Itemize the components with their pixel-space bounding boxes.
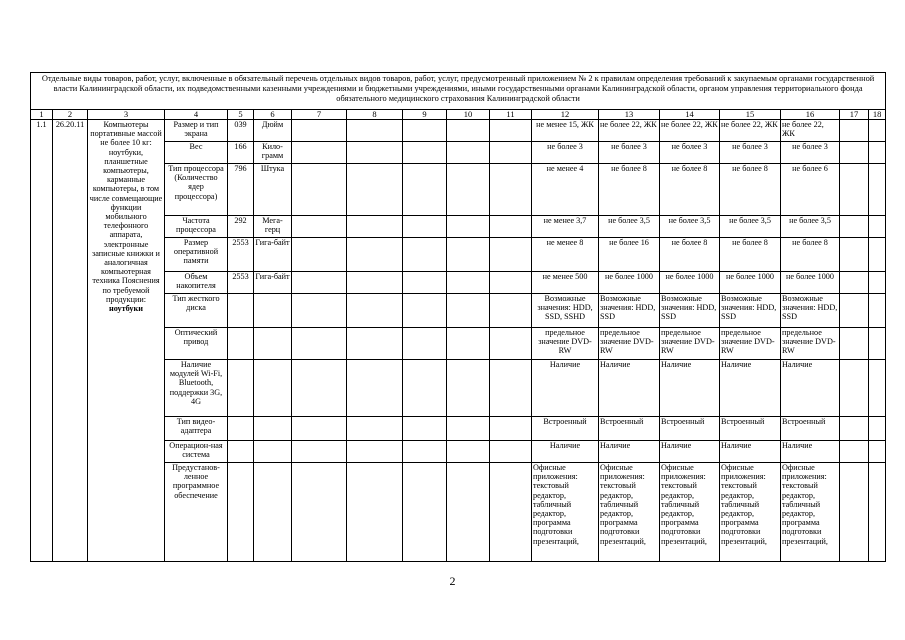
empty-cell [347,142,403,164]
empty-cell [347,328,403,360]
empty-cell [840,417,869,441]
empty-cell [347,463,403,562]
value-col-12: Офисные приложения: текстовый редактор, табличный редактор, программа подготовки презентаций, [532,463,599,562]
empty-cell [840,294,869,328]
empty-cell [347,417,403,441]
value-col-16: не более 6 [781,164,840,216]
value-col-14: не более 22, ЖК [660,120,720,142]
column-number: 17 [840,110,869,120]
value-col-13: Возможные значения: HDD, SSD [599,294,660,328]
value-col-13: предельное значение DVD-RW [599,328,660,360]
value-col-15: Наличие [720,441,781,463]
column-number: 1 [31,110,53,120]
empty-cell [447,360,490,417]
empty-cell [840,120,869,142]
value-col-16: не более 3,5 [781,216,840,238]
empty-cell [292,441,347,463]
value-col-12: предельное значение DVD-RW [532,328,599,360]
empty-cell [292,142,347,164]
empty-cell [840,216,869,238]
value-col-13: Встроенный [599,417,660,441]
value-col-15: Возможные значения: HDD, SSD [720,294,781,328]
empty-cell [292,328,347,360]
characteristic-name: Размер и тип экрана [165,120,228,142]
empty-cell [447,294,490,328]
empty-cell [347,120,403,142]
unit-name [254,294,292,328]
empty-cell [403,463,447,562]
empty-cell [347,164,403,216]
value-col-16: не более 1000 [781,272,840,294]
characteristic-name: Тип видео-адаптера [165,417,228,441]
empty-cell [490,120,532,142]
empty-cell [292,463,347,562]
item-code: 26.20.11 [53,120,88,562]
empty-cell [447,441,490,463]
requirements-table [30,72,886,562]
characteristic-name: Операцион-ная система [165,441,228,463]
empty-cell [840,142,869,164]
empty-cell [403,417,447,441]
characteristic-name: Частота процессора [165,216,228,238]
empty-cell [869,216,886,238]
empty-cell [292,360,347,417]
empty-cell [869,142,886,164]
empty-cell [869,238,886,272]
value-col-15: не более 8 [720,238,781,272]
table-heading: Отдельные виды товаров, работ, услуг, включенные в обязательный перечень отдельных видов товаров, работ, услуг, предусмотренный приложением № 2 к правилам определения требований к закупаемым органами государственной власти Калининградской области, их подведомственными казенными учреждениями и бюджетными учреждениями, иными государственными органами Калининградской области, органом управления территориального фонда обязательного медицинского страхования Калининградской области [31,73,886,110]
value-col-15: не более 1000 [720,272,781,294]
value-col-12: Наличие [532,441,599,463]
empty-cell [292,164,347,216]
empty-cell [490,216,532,238]
okei-code [228,441,254,463]
empty-cell [292,216,347,238]
column-number: 7 [292,110,347,120]
empty-cell [447,328,490,360]
value-col-14: Офисные приложения: текстовый редактор, табличный редактор, программа подготовки презентаций, [660,463,720,562]
unit-name [254,328,292,360]
item-description-text: Компьютеры портативные массой не более 10 кг: ноутбуки, планшетные компьютеры, карманные компьютеры, в том числе совмещающие функции мобильного телефонного аппарата, электронные записные книжки и аналогичная компьютерная техника Пояснения по требуемой продукции: [89,120,163,304]
empty-cell [840,328,869,360]
empty-cell [840,238,869,272]
empty-cell [292,272,347,294]
empty-cell [490,360,532,417]
value-col-14: не более 3 [660,142,720,164]
value-col-14: Наличие [660,441,720,463]
empty-cell [840,164,869,216]
value-col-16: не более 8 [781,238,840,272]
okei-code: 292 [228,216,254,238]
empty-cell [490,463,532,562]
value-col-15: предельное значение DVD-RW [720,328,781,360]
column-number: 12 [532,110,599,120]
empty-cell [403,360,447,417]
okei-code [228,360,254,417]
characteristic-name: Вес [165,142,228,164]
okei-code: 2553 [228,272,254,294]
value-col-15: не более 3,5 [720,216,781,238]
unit-name: Дюйм [254,120,292,142]
empty-cell [840,272,869,294]
empty-cell [869,294,886,328]
empty-cell [490,272,532,294]
value-col-16: предельное значение DVD-RW [781,328,840,360]
value-col-14: не более 3,5 [660,216,720,238]
unit-name [254,360,292,417]
value-col-16: Наличие [781,360,840,417]
empty-cell [869,328,886,360]
empty-cell [869,463,886,562]
value-col-16: Встроенный [781,417,840,441]
value-col-16: Возможные значения: HDD, SSD [781,294,840,328]
value-col-12: Встроенный [532,417,599,441]
column-number: 3 [88,110,165,120]
value-col-12: не менее 8 [532,238,599,272]
empty-cell [347,294,403,328]
column-number: 6 [254,110,292,120]
empty-cell [490,142,532,164]
value-col-14: не более 1000 [660,272,720,294]
column-number-row [31,110,886,120]
okei-code: 039 [228,120,254,142]
empty-cell [840,463,869,562]
value-col-13: Наличие [599,441,660,463]
unit-name [254,441,292,463]
empty-cell [490,238,532,272]
empty-cell [869,441,886,463]
value-col-12: не менее 3,7 [532,216,599,238]
value-col-16: Наличие [781,441,840,463]
okei-code [228,294,254,328]
empty-cell [869,272,886,294]
value-col-16: не более 3 [781,142,840,164]
value-col-14: не более 8 [660,164,720,216]
value-col-14: Встроенный [660,417,720,441]
value-col-13: не более 16 [599,238,660,272]
unit-name: Штука [254,164,292,216]
requirements-table-sheet [30,72,885,562]
empty-cell [403,142,447,164]
value-col-14: Наличие [660,360,720,417]
value-col-13: не более 3,5 [599,216,660,238]
characteristic-name: Предустанов-ленное программное обеспечение [165,463,228,562]
column-number: 4 [165,110,228,120]
empty-cell [869,120,886,142]
item-description [88,120,165,562]
unit-name [254,463,292,562]
characteristic-name: Тип процессора (Количество ядер процессора) [165,164,228,216]
value-col-13: Наличие [599,360,660,417]
empty-cell [292,417,347,441]
unit-name: Кило-грамм [254,142,292,164]
unit-name: Мега-герц [254,216,292,238]
value-col-16: Офисные приложения: текстовый редактор, табличный редактор, программа подготовки презентаций, [781,463,840,562]
empty-cell [403,441,447,463]
value-col-12: не менее 4 [532,164,599,216]
empty-cell [447,272,490,294]
column-number: 15 [720,110,781,120]
value-col-12: Возможные значения: HDD, SSD, SSHD [532,294,599,328]
empty-cell [840,360,869,417]
value-col-13: не более 8 [599,164,660,216]
value-col-15: не более 3 [720,142,781,164]
unit-name: Гига-байт [254,272,292,294]
empty-cell [490,294,532,328]
column-number: 13 [599,110,660,120]
empty-cell [490,164,532,216]
page-number: 2 [449,574,456,588]
value-col-15: не более 8 [720,164,781,216]
empty-cell [347,272,403,294]
column-number: 18 [869,110,886,120]
value-col-15: Офисные приложения: текстовый редактор, табличный редактор, программа подготовки презентаций, [720,463,781,562]
characteristic-name: Размер оперативной памяти [165,238,228,272]
value-col-15: Наличие [720,360,781,417]
empty-cell [869,360,886,417]
value-col-14: предельное значение DVD-RW [660,328,720,360]
empty-cell [347,441,403,463]
empty-cell [869,417,886,441]
empty-cell [403,216,447,238]
value-col-12: Наличие [532,360,599,417]
empty-cell [490,417,532,441]
unit-name: Гига-байт [254,238,292,272]
empty-cell [403,238,447,272]
value-col-13: не более 3 [599,142,660,164]
empty-cell [292,120,347,142]
okei-code [228,328,254,360]
unit-name [254,417,292,441]
empty-cell [447,238,490,272]
characteristic-name: Наличие модулей Wi-Fi, Bluetooth, поддержки 3G, 4G [165,360,228,417]
column-number: 10 [447,110,490,120]
okei-code: 2553 [228,238,254,272]
characteristic-name: Оптический привод [165,328,228,360]
item-number: 1.1 [31,120,53,562]
empty-cell [490,441,532,463]
value-col-13: Офисные приложения: текстовый редактор, табличный редактор, программа подготовки презентаций, [599,463,660,562]
okei-code: 166 [228,142,254,164]
empty-cell [292,294,347,328]
column-number: 8 [347,110,403,120]
empty-cell [447,417,490,441]
empty-cell [447,216,490,238]
column-number: 9 [403,110,447,120]
empty-cell [869,164,886,216]
value-col-12: не более 3 [532,142,599,164]
empty-cell [447,463,490,562]
value-col-15: не более 22, ЖК [720,120,781,142]
empty-cell [347,360,403,417]
empty-cell [403,164,447,216]
column-number: 14 [660,110,720,120]
empty-cell [347,238,403,272]
value-col-15: Встроенный [720,417,781,441]
okei-code [228,463,254,562]
value-col-14: не более 8 [660,238,720,272]
empty-cell [403,120,447,142]
column-number: 16 [781,110,840,120]
empty-cell [403,272,447,294]
empty-cell [447,142,490,164]
table-row [31,120,886,142]
column-number: 2 [53,110,88,120]
column-number: 5 [228,110,254,120]
value-col-13: не более 22, ЖК [599,120,660,142]
value-col-14: Возможные значения: HDD, SSD [660,294,720,328]
value-col-12: не менее 500 [532,272,599,294]
value-col-12: не менее 15, ЖК [532,120,599,142]
empty-cell [347,216,403,238]
column-number: 11 [490,110,532,120]
empty-cell [292,238,347,272]
value-col-16: не более 22, ЖК [781,120,840,142]
item-description-bold: ноутбуки [109,304,143,314]
okei-code [228,417,254,441]
empty-cell [403,294,447,328]
empty-cell [403,328,447,360]
characteristic-name: Тип жесткого диска [165,294,228,328]
empty-cell [840,441,869,463]
empty-cell [490,328,532,360]
empty-cell [447,120,490,142]
value-col-13: не более 1000 [599,272,660,294]
empty-cell [447,164,490,216]
okei-code: 796 [228,164,254,216]
characteristic-name: Объем накопителя [165,272,228,294]
